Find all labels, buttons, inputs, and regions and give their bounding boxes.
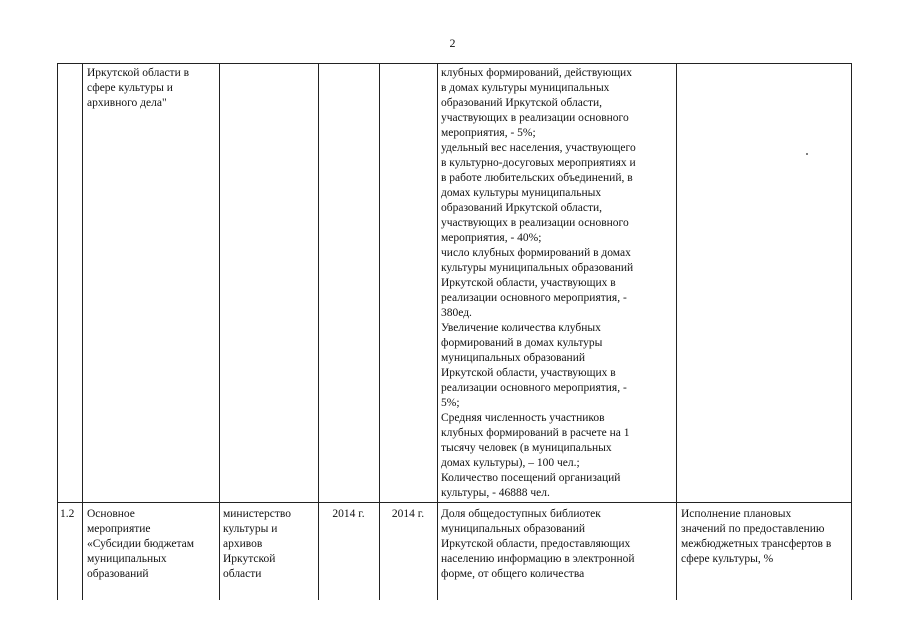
column-border (851, 63, 852, 600)
start-date: 2014 г. (332, 508, 365, 520)
end-date: 2014 г. (391, 508, 425, 520)
indicators-text: Доля общедоступных библиотек муниципальных образований Иркутской области, предоставляющих населению информацию в электронной форме, от общего количества (441, 508, 635, 580)
activity-name: Основное мероприятие «Субсидии бюджетам муниципальных образований (87, 508, 195, 580)
column-border (676, 63, 677, 600)
target-indicator: Исполнение плановых значений по предоставлению межбюджетных трансфертов в сфере культуры, % (681, 508, 832, 565)
row-divider (57, 502, 851, 503)
column-border (82, 63, 83, 600)
scan-speck (806, 153, 808, 155)
table-top-border (57, 63, 851, 64)
indicators-text: клубных формирований, действующих в домах культуры муниципальных образований Иркутской области, участвующих в реализации основного мероприятия, - 5%; удельный вес населения, участвующего в культурно-досуговых мероприятиях и в работе любительских объединений, в домах культуры муниципальных образований Иркутской области, участвующих в реализации основного мероприятия, - 40%; число клубных формирований в домах культуры муниципальных образований Иркутской области, участвующих в реализации основного мероприятия, - 380ед. Увеличение количества клубных формирований в домах культуры муниципальных образований Иркутской области, участвующих в реализации основного мероприятия, - 5%; Средняя численность участников клубных формирований в расчете на 1 тысячу человек (в муниципальных домах культуры), – 100 чел.; Количество посещений организаций культуры, - 46888 чел. (441, 67, 636, 499)
executor: министерство культуры и архивов Иркутской области (223, 508, 291, 580)
row-number: 1.2 (60, 508, 75, 520)
column-border (219, 63, 220, 600)
page-number: 2 (449, 36, 456, 50)
column-border (437, 63, 438, 600)
activity-name: Иркутской области в сфере культуры и архивного дела" (87, 67, 190, 109)
column-border (57, 63, 58, 600)
